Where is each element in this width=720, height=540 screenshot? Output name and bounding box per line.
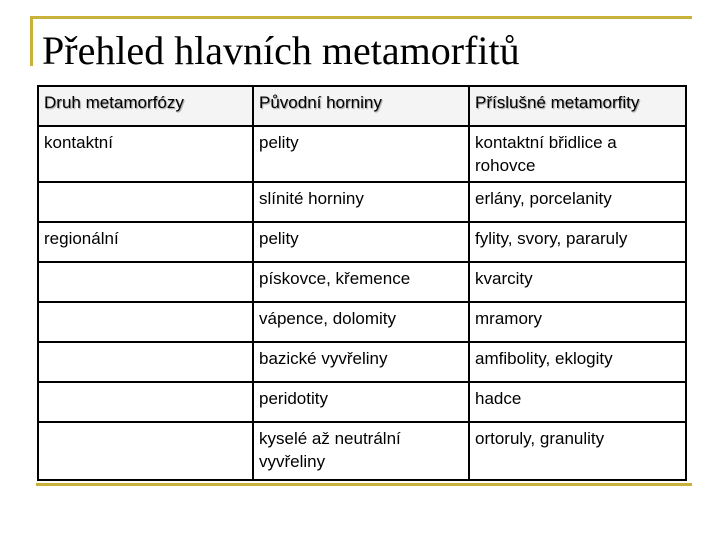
cell-metamorphite: kontaktní břidlice a rohovce — [469, 126, 686, 182]
cell-original-rock: vápence, dolomity — [253, 302, 469, 342]
cell-type — [38, 342, 253, 382]
table-row — [38, 262, 686, 302]
cell-original-rock: pískovce, křemence — [253, 262, 469, 302]
cell-metamorphite: fylity, svory, pararuly — [469, 222, 686, 262]
cell-type: kontaktní — [38, 126, 253, 182]
cell-type — [38, 262, 253, 302]
table-header-row — [38, 86, 686, 126]
cell-original-rock: pelity — [253, 222, 469, 262]
cell-type — [38, 302, 253, 342]
header-cell-original-rocks: Původní horniny — [253, 86, 469, 126]
cell-metamorphite: mramory — [469, 302, 686, 342]
table-row — [38, 422, 686, 480]
cell-type: regionální — [38, 222, 253, 262]
metamorphite-table — [37, 85, 687, 481]
frame-left-line — [30, 16, 33, 66]
frame-bottom-line — [36, 483, 692, 486]
header-cell-metamorphites: Příslušné metamorfity — [469, 86, 686, 126]
table-row — [38, 302, 686, 342]
cell-original-rock: peridotity — [253, 382, 469, 422]
cell-metamorphite: ortoruly, granulity — [469, 422, 686, 480]
cell-original-rock: bazické vyvřeliny — [253, 342, 469, 382]
cell-metamorphite: kvarcity — [469, 262, 686, 302]
table-row — [38, 342, 686, 382]
slide-title: Přehled hlavních metamorfitů — [42, 28, 520, 73]
cell-original-rock: pelity — [253, 126, 469, 182]
frame-top-line — [30, 16, 692, 19]
table-row — [38, 382, 686, 422]
table-row — [38, 126, 686, 182]
table-row — [38, 222, 686, 262]
cell-type — [38, 182, 253, 222]
cell-type — [38, 382, 253, 422]
header-cell-type: Druh metamorfózy — [38, 86, 253, 126]
cell-original-rock: slínité horniny — [253, 182, 469, 222]
cell-original-rock: kyselé až neutrální vyvřeliny — [253, 422, 469, 480]
table-row — [38, 182, 686, 222]
cell-metamorphite: erlány, porcelanity — [469, 182, 686, 222]
cell-type — [38, 422, 253, 480]
cell-metamorphite: hadce — [469, 382, 686, 422]
cell-metamorphite: amfibolity, eklogity — [469, 342, 686, 382]
